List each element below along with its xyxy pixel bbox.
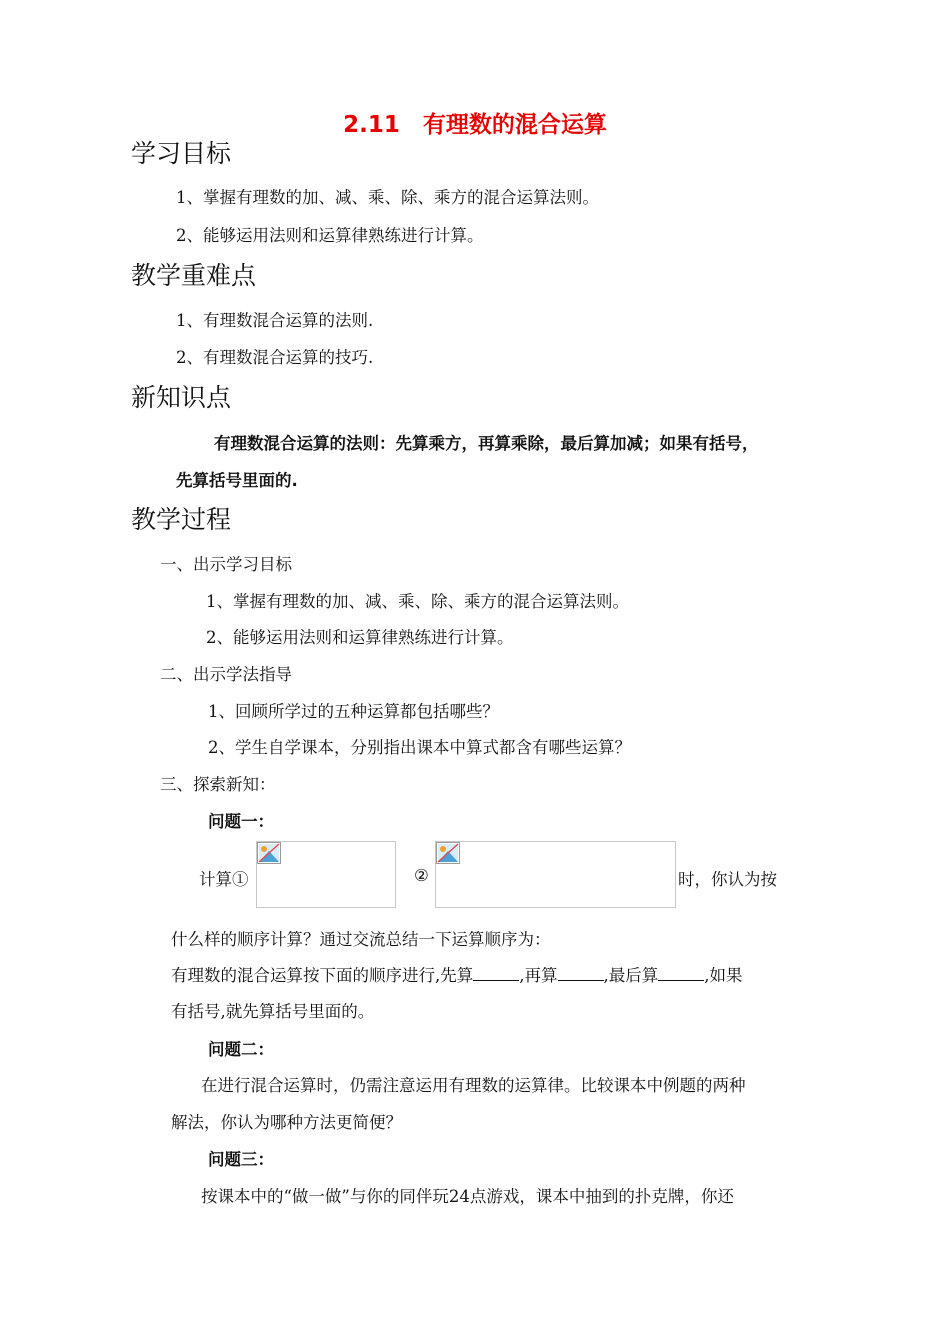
goals-heading: 学习目标 xyxy=(131,139,232,168)
fill-text-c: ,最后算 xyxy=(603,966,659,985)
step2-label: 二、出示学法指导 xyxy=(160,665,292,684)
blank-2 xyxy=(558,965,604,981)
fill-text-d: ,如果 xyxy=(704,966,743,985)
fill-text-b: ,再算 xyxy=(519,966,558,985)
step2-item-1: 1、回顾所学过的五种运算都包括哪些？ xyxy=(208,702,499,721)
formula-image-2 xyxy=(435,841,676,908)
rule-line-2: 先算括号里面的. xyxy=(176,471,298,490)
calc-prefix: 计算① xyxy=(199,870,249,889)
blank-1 xyxy=(473,965,519,981)
rule-line-1: 有理数混合运算的法则：先算乘方，再算乘除，最后算加减；如果有括号， xyxy=(214,434,759,453)
q1-line-2: 什么样的顺序计算？通过交流总结一下运算顺序为： xyxy=(171,930,551,949)
calc-suffix: 时，你认为按 xyxy=(678,870,777,889)
q1-line-4: 有括号,就先算括号里面的。 xyxy=(171,1002,375,1021)
broken-image-icon xyxy=(257,842,281,864)
circle-two: ② xyxy=(414,866,429,885)
step1-item-1: 1、掌握有理数的加、减、乘、除、乘方的混合运算法则。 xyxy=(206,592,629,611)
new-knowledge-heading: 新知识点 xyxy=(131,383,232,412)
fill-text-a: 有理数的混合运算按下面的顺序进行,先算 xyxy=(171,966,474,985)
q1-label: 问题一： xyxy=(208,812,274,831)
q1-fill-line xyxy=(171,962,743,986)
q3-label: 问题三： xyxy=(208,1150,274,1169)
q2-line-1: 在进行混合运算时，仍需注意运用有理数的运算律。比较课本中例题的两种 xyxy=(201,1076,746,1095)
q2-line-2: 解法，你认为哪种方法更简便？ xyxy=(171,1113,402,1132)
step1-item-2: 2、能够运用法则和运算律熟练进行计算。 xyxy=(206,628,514,647)
goal-item-2: 2、能够运用法则和运算律熟练进行计算。 xyxy=(176,226,484,245)
broken-image-icon xyxy=(436,842,460,864)
q3-line-1: 按课本中的“做一做”与你的同伴玩24点游戏，课本中抽到的扑克牌，你还 xyxy=(201,1187,734,1206)
step3-label: 三、探索新知： xyxy=(160,775,276,794)
formula-image-1 xyxy=(256,841,396,908)
key-points-heading: 教学重难点 xyxy=(131,261,257,290)
goal-item-1: 1、掌握有理数的加、减、乘、除、乘方的混合运算法则。 xyxy=(176,188,599,207)
key-point-item-2: 2、有理数混合运算的技巧. xyxy=(176,348,374,367)
blank-3 xyxy=(658,965,704,981)
process-heading: 教学过程 xyxy=(131,505,232,534)
step1-label: 一、出示学习目标 xyxy=(160,555,292,574)
q2-label: 问题二： xyxy=(208,1040,274,1059)
key-point-item-1: 1、有理数混合运算的法则. xyxy=(176,311,374,330)
step2-item-2: 2、学生自学课本，分别指出课本中算式都含有哪些运算？ xyxy=(208,738,631,757)
page-title: 2.11 有理数的混合运算 xyxy=(343,112,607,138)
